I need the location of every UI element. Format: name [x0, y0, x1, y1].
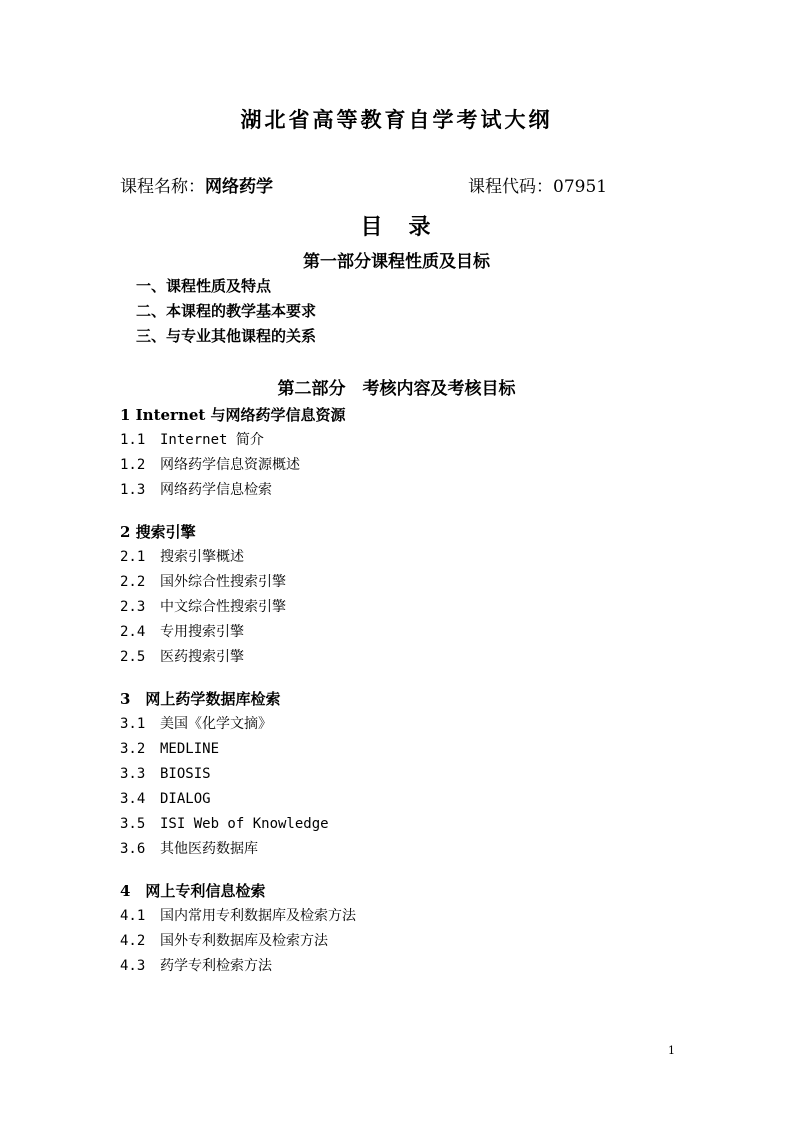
section-title: 3 网上药学数据库检索 [120, 690, 281, 708]
document-title: 湖北省高等教育自学考试大纲 [240, 107, 553, 132]
section-title: 4 网上专利信息检索 [120, 882, 266, 900]
part1-item: 三、与专业其他课程的关系 [136, 327, 317, 345]
subsection-item [120, 570, 680, 595]
section [120, 520, 680, 670]
subsection-number: 1.3 [120, 482, 146, 498]
section [120, 879, 680, 979]
subsection-item [120, 428, 680, 453]
subsection-text: 国外综合性搜索引擎 [160, 574, 286, 590]
subsection-text: ISI Web of Knowledge [160, 816, 329, 832]
course-name-value: 网络药学 [205, 177, 273, 197]
page-number: 1 [668, 1044, 675, 1057]
subsection-number: 3.6 [120, 841, 146, 857]
course-code-value: 07951 [553, 177, 608, 197]
subsection-number: 4.3 [120, 958, 146, 974]
subsection-item [120, 812, 680, 837]
subsection-text: 国外专利数据库及检索方法 [160, 933, 328, 949]
section [120, 687, 680, 862]
subsection-number: 1.1 [120, 432, 146, 448]
subsection-item [120, 929, 680, 954]
subsection-item [120, 954, 680, 979]
subsection-item [120, 787, 680, 812]
subsection-number: 2.2 [120, 574, 146, 590]
subsection-text: 专用搜索引擎 [160, 624, 244, 640]
part1-heading: 第一部分课程性质及目标 [303, 252, 490, 272]
subsection-item [120, 595, 680, 620]
subsection-item [120, 904, 680, 929]
section-title: 2 搜索引擎 [120, 523, 196, 541]
subsection-number: 3.2 [120, 741, 146, 757]
subsection-text: Internet 简介 [160, 432, 264, 448]
subsection-text: BIOSIS [160, 766, 211, 782]
subsection-item [120, 620, 680, 645]
subsection-number: 3.4 [120, 791, 146, 807]
subsection-text: 国内常用专利数据库及检索方法 [160, 908, 356, 924]
course-name-label: 课程名称： [120, 177, 205, 197]
course-code [468, 172, 607, 197]
subsection-text: 搜索引擎概述 [160, 549, 244, 565]
part1-item: 一、课程性质及特点 [136, 277, 272, 295]
subsection-number: 2.3 [120, 599, 146, 615]
subsection-number: 3.3 [120, 766, 146, 782]
subsection-item [120, 478, 680, 503]
course-code-label: 课程代码： [468, 177, 553, 197]
subsection-number: 2.5 [120, 649, 146, 665]
subsection-text: 药学专利检索方法 [160, 958, 272, 974]
subsection-item [120, 453, 680, 478]
part1-item-list [136, 274, 316, 349]
subsection-number: 1.2 [120, 457, 146, 473]
subsection-number: 2.1 [120, 549, 146, 565]
subsection-number: 4.2 [120, 933, 146, 949]
subsection-item [120, 712, 680, 737]
toc-heading: 目 录 [360, 214, 433, 240]
subsection-text: 中文综合性搜索引擎 [160, 599, 286, 615]
course-name [120, 172, 273, 197]
subsection-number: 2.4 [120, 624, 146, 640]
subsection-text: MEDLINE [160, 741, 220, 757]
subsection-text: 网络药学信息检索 [160, 482, 272, 498]
subsection-item [120, 645, 680, 670]
subsection-number: 3.5 [120, 816, 146, 832]
part2-section-list [120, 403, 680, 996]
part1-item: 二、本课程的教学基本要求 [136, 302, 317, 320]
subsection-text: 医药搜索引擎 [160, 649, 244, 665]
subsection-item [120, 737, 680, 762]
part2-heading: 第二部分 考核内容及考核目标 [277, 379, 516, 399]
section-title: 1 Internet 与网络药学信息资源 [120, 406, 346, 424]
subsection-item [120, 837, 680, 862]
section [120, 403, 680, 503]
subsection-item [120, 762, 680, 787]
subsection-text: 美国《化学文摘》 [160, 716, 272, 732]
subsection-number: 4.1 [120, 908, 146, 924]
subsection-text: 其他医药数据库 [160, 841, 258, 857]
subsection-text: 网络药学信息资源概述 [160, 457, 300, 473]
subsection-number: 3.1 [120, 716, 146, 732]
subsection-item [120, 545, 680, 570]
subsection-text: DIALOG [160, 791, 211, 807]
